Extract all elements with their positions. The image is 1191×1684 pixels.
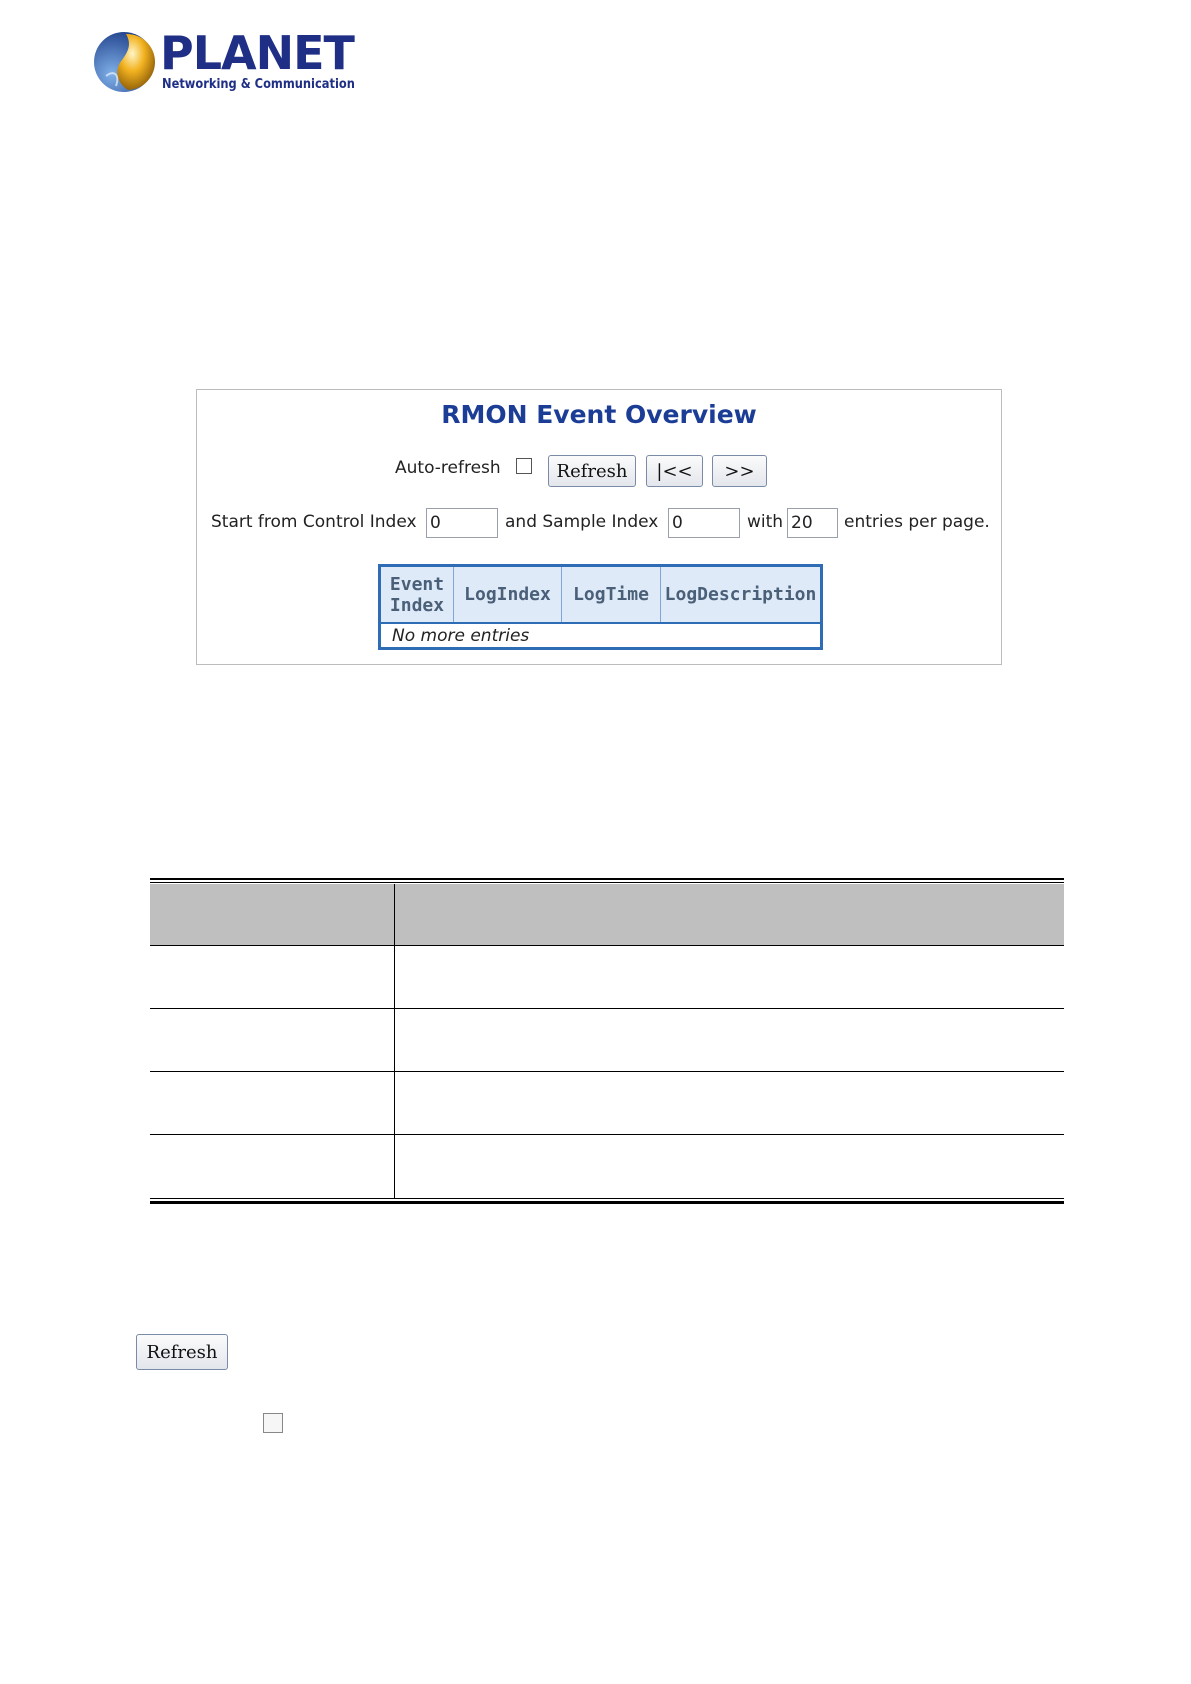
sample-index-label: and Sample Index (505, 512, 659, 532)
event-log-table (378, 564, 823, 650)
table-row (150, 1134, 1064, 1135)
logo-wordmark: PLANET (160, 26, 354, 80)
table-row (150, 1008, 1064, 1009)
column-header-logindex: LogIndex (464, 584, 551, 605)
next-page-button[interactable]: >> (712, 455, 767, 487)
with-label: with (747, 512, 784, 532)
entries-per-page-label: entries per page. (844, 512, 990, 532)
sample-index-input[interactable]: 0 (668, 508, 740, 538)
auto-refresh-checkbox[interactable] (516, 458, 532, 474)
planet-logo (92, 26, 355, 100)
no-entries-text: No more entries (392, 626, 530, 646)
auto-refresh-label: Auto-refresh (395, 458, 501, 478)
column-header-logtime: LogTime (573, 584, 649, 605)
control-index-input[interactable]: 0 (426, 508, 498, 538)
column-header-event-index: Event Index (389, 573, 445, 616)
parameter-table-header (150, 884, 1064, 945)
auto-refresh-checkbox-standalone[interactable] (263, 1413, 283, 1433)
globe-icon (92, 30, 156, 94)
refresh-button-standalone[interactable]: Refresh (136, 1334, 228, 1370)
panel-title: RMON Event Overview (441, 400, 757, 429)
event-log-table-header (381, 567, 820, 624)
table-row (150, 1071, 1064, 1072)
first-page-button[interactable]: |<< (646, 455, 703, 487)
column-header-logdescription: LogDescription (664, 584, 817, 605)
start-control-index-label: Start from Control Index (211, 512, 417, 532)
refresh-button[interactable]: Refresh (548, 455, 636, 487)
entries-per-page-input[interactable]: 20 (787, 508, 838, 538)
table-row (150, 945, 1064, 946)
rmon-event-overview-panel (196, 389, 1002, 665)
parameter-table (150, 878, 1064, 1204)
logo-tagline: Networking & Communication (162, 77, 355, 92)
